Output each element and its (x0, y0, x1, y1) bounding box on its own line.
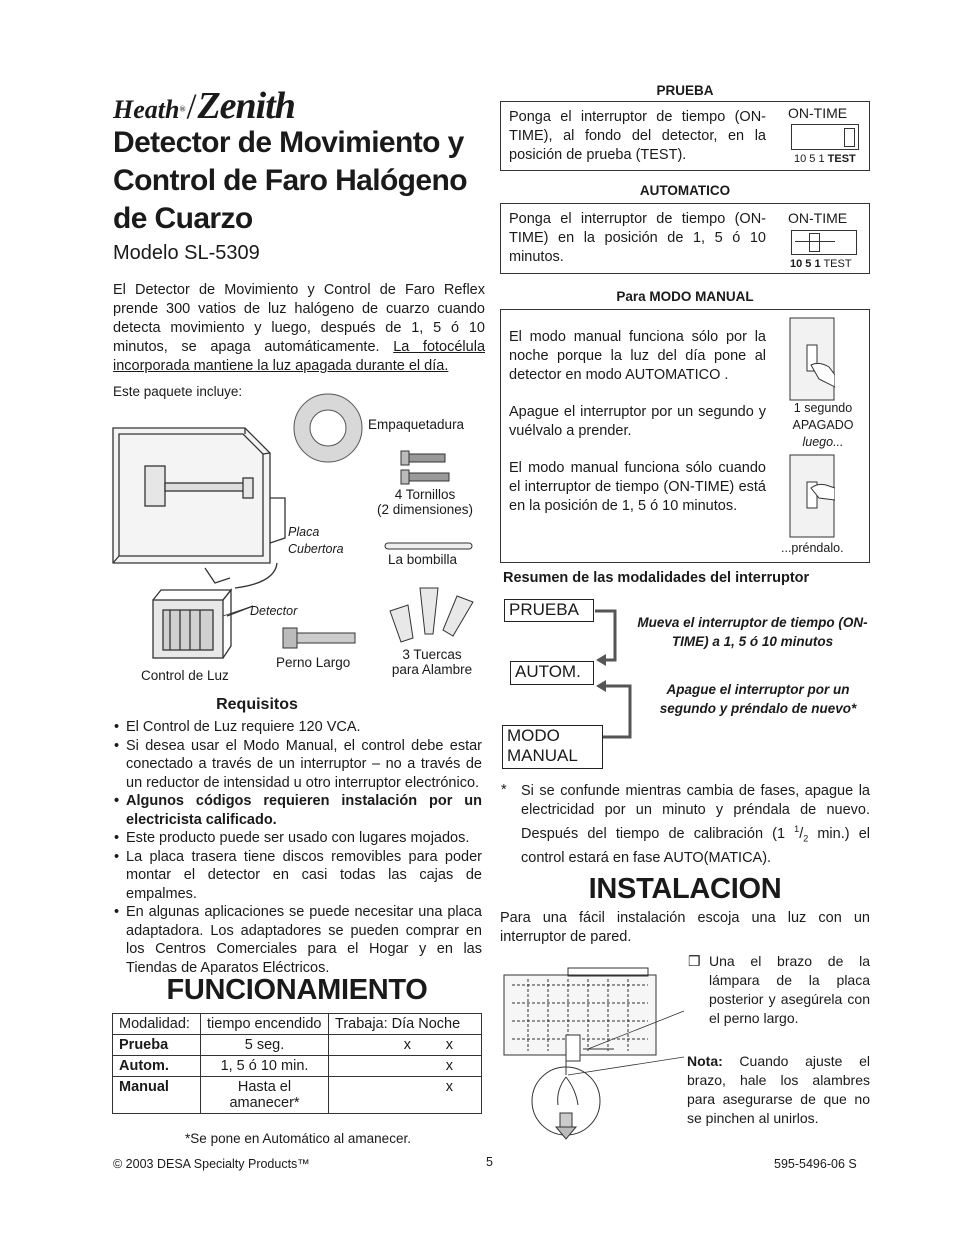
intro-paragraph (113, 281, 485, 376)
mode-box-auto: AUTOM. (510, 661, 594, 685)
label-plate (288, 524, 344, 558)
intro-underlined: La fotocélula incorporada mantiene la luz apagada durante el día. (113, 339, 486, 374)
table-cell-mode: Prueba (113, 1035, 201, 1056)
table-header-row (113, 1014, 482, 1035)
label-screws-line2: (2 dimensiones) (376, 502, 474, 517)
install-heading: INSTALACION (588, 873, 782, 905)
install-note-text: Cuando ajuste el brazo, hale los alambres para asegurarse de que no se pinchen al unirlos. (687, 1053, 870, 1126)
requirement-item: • La placa trasera tiene discos removibles para poder montar el detector en casi todas las cajas de empalmes. (113, 848, 482, 904)
light-control-icon (153, 590, 253, 658)
table-cell-time: Hasta el amanecer* (201, 1077, 329, 1114)
caption-off-line2: APAGADO (792, 418, 854, 432)
title-line-1: Detector de Movimiento y (113, 126, 464, 159)
requirements-list (113, 718, 482, 977)
label-nuts (380, 647, 484, 677)
requirement-item: • Si desea usar el Modo Manual, el control debe estar conectado a través de un interruptor – no a través de un reductor de intensidad u otro interruptor electrónico. (113, 737, 482, 793)
test-scale-values: 10 5 1 (794, 153, 825, 165)
auto-text: Ponga el interruptor de tiempo (ON-TIME) en la posición de 1, 5 ó 10 minutos. (509, 211, 766, 265)
operation-footnote: *Se pone en Automático al amanecer. (185, 1131, 411, 1146)
summary-note-text: Si se confunde mientras cambia de fases, apague la electricidad por un minuto y préndala de nuevo. Después del tiempo de calibración (1 $^1/_2$ min.) el control estará en fase AUTO(MATICA). (521, 783, 870, 866)
test-switch-icon (791, 124, 859, 150)
summary-note-main: Si se confunde mientras cambia de fases, apague la electricidad por un minuto y préndala de nuevo. Después del tiempo de calibración (1 (521, 783, 870, 842)
auto-scale-word: TEST (823, 258, 852, 270)
wall-switch-off-icon (789, 317, 835, 401)
bulb-icon (385, 543, 472, 549)
summary-heading: Resumen de las modalidades del interruptor (503, 570, 810, 586)
mode-box-manual (502, 725, 603, 769)
gasket-icon (294, 394, 362, 462)
note-frac-num: 1 (794, 824, 800, 834)
auto-scale-values: 10 5 1 (790, 258, 821, 270)
label-screws (360, 487, 490, 517)
checkbox-icon: ❒ (688, 953, 701, 969)
brand-divider: / (186, 86, 197, 126)
requirement-item: • El Control de Luz requiere 120 VCA. (113, 718, 482, 737)
auto-switch-label: ON-TIME (788, 210, 848, 226)
mode-box-test: PRUEBA (504, 599, 594, 622)
auto-heading: AUTOMATICO (639, 183, 731, 198)
manual-paragraph-3: El modo manual funciona sólo cuando el interruptor de tiempo (ON-TIME) está en la posición de 1, 5 ó 10 minutos. (509, 460, 766, 514)
table-row (113, 1035, 482, 1056)
test-heading: PRUEBA (656, 83, 714, 98)
wall-switch-on-icon (789, 454, 835, 538)
summary-note-end: min.) el control estará en fase AUTO(MATICA). (521, 825, 870, 866)
registered-mark: ® (179, 104, 186, 114)
manual-caption-on: ...préndalo. (781, 541, 844, 555)
long-bolt-icon (283, 628, 355, 648)
requirement-item: • En algunas aplicaciones se puede necesitar una placa adaptadora. Los adaptadores se pueden comprar en los Centros Comerciales para el Hogar y en las Tiendas de Aparatos Eléctricos. (113, 903, 482, 977)
auto-switch-icon (791, 230, 857, 255)
manual-paragraph-2: Apague el interruptor por un segundo y vuélvalo a prender. (509, 404, 766, 439)
label-nuts-line1: 3 Tuercas (402, 647, 462, 662)
operation-table (112, 1013, 482, 1114)
install-note-label: Nota: (687, 1053, 723, 1069)
intro-text: El Detector de Movimiento y Control de Faro Reflex prende 300 vatios de luz halógeno de cuarzo cuando detecta movimiento y luego, después de 1, 5 ó 10 minutos, se apaga automáticamente. (113, 282, 485, 355)
manual-paragraph-1: El modo manual funciona sólo por la noche porque la luz del día pone al detector en modo AUTOMATICO . (509, 329, 766, 383)
table-cell-mode: Autom. (113, 1056, 201, 1077)
label-screws-line1: 4 Tornillos (394, 487, 456, 502)
mode-manual-line2: MANUAL (507, 746, 578, 765)
footer-part-number: 595-5496-06 S (774, 1157, 857, 1171)
table-cell-mode: Manual (113, 1077, 201, 1114)
model-number: Modelo SL-5309 (113, 242, 260, 264)
table-row (113, 1077, 482, 1114)
label-gasket: Empaquetadura (368, 417, 465, 432)
install-step-text: Una el brazo de la lámpara de la placa posterior y asegúrela con el perno largo. (709, 953, 870, 1026)
label-nuts-line2: para Alambre (391, 662, 473, 677)
test-switch-label: ON-TIME (788, 105, 848, 121)
table-row (113, 1056, 482, 1077)
title-line-2: Control de Faro Halógeno (113, 164, 467, 197)
table-cell-night: x (445, 1058, 453, 1074)
table-cell-night: x (445, 1037, 453, 1053)
footer-copyright: © 2003 DESA Specialty Products™ (113, 1157, 310, 1171)
note-frac-den: 2 (803, 833, 809, 844)
auto-box (500, 203, 870, 274)
brand-heath: Heath (113, 95, 180, 124)
auto-scale (790, 258, 852, 270)
table-cell-works (329, 1056, 482, 1077)
arrow-text-1: Mueva el interruptor de tiempo (ON-TIME) a 1, 5 ó 10 minutos (637, 615, 868, 649)
table-header-cell: Modalidad: (113, 1014, 201, 1035)
title-line-3: de Cuarzo (113, 202, 253, 235)
summary-note (500, 782, 870, 868)
table-cell-day: x (403, 1037, 411, 1053)
page-title (113, 124, 503, 238)
package-heading: Este paquete incluye: (113, 384, 243, 399)
caption-off-line1: 1 segundo (793, 401, 853, 415)
footer-page-number: 5 (486, 1155, 493, 1169)
install-intro: Para una fácil instalación escoja una luz con un interruptor de pared. (500, 910, 870, 945)
manual-caption-off (773, 400, 873, 451)
table-header-cell: tiempo encendido (201, 1014, 329, 1035)
install-note (687, 1052, 870, 1128)
table-cell-night: x (445, 1079, 453, 1095)
screws-icon (401, 451, 449, 484)
label-bolt: Perno Largo (276, 655, 351, 670)
table-cell-works (329, 1035, 482, 1056)
test-scale-word: TEST (827, 153, 856, 165)
requirement-item: • Algunos códigos requieren instalación por un electricista calificado. (113, 792, 482, 829)
wire-nuts-icon (390, 588, 473, 642)
brand-logo (113, 84, 295, 128)
floodlight-icon (113, 428, 285, 588)
table-cell-time: 1, 5 ó 10 min. (201, 1056, 329, 1077)
label-plate-line1: Placa (288, 525, 320, 539)
mode-manual-line1: MODO (507, 726, 560, 745)
label-plate-line2: Cubertora (288, 542, 344, 556)
install-step (688, 952, 870, 1028)
arrow-text-2: Apague el interruptor por un segundo y préndalo de nuevo* (659, 682, 857, 716)
label-control: Control de Luz (141, 668, 229, 683)
manual-heading: Para MODO MANUAL (616, 289, 754, 304)
label-detector: Detector (250, 604, 298, 618)
table-cell-time: 5 seg. (201, 1035, 329, 1056)
test-box (500, 101, 870, 171)
test-scale (794, 153, 856, 165)
operation-heading: FUNCIONAMIENTO (166, 974, 428, 1006)
caption-off-line3: luego... (802, 435, 844, 449)
install-illustration (498, 965, 688, 1145)
requirement-item: • Este producto puede ser usado con lugares mojados. (113, 829, 482, 848)
label-bulb: La bombilla (388, 552, 458, 567)
requirements-heading: Requisitos (216, 696, 298, 713)
manual-box (500, 309, 870, 563)
brand-zenith: Zenith (197, 85, 295, 127)
test-text: Ponga el interruptor de tiempo (ON-TIME), al fondo del detector, en la posición de prueba (TEST). (509, 109, 766, 163)
table-cell-works (329, 1077, 482, 1114)
summary-note-star: * (501, 782, 507, 798)
table-header-cell: Trabaja: Día Noche (329, 1014, 482, 1035)
